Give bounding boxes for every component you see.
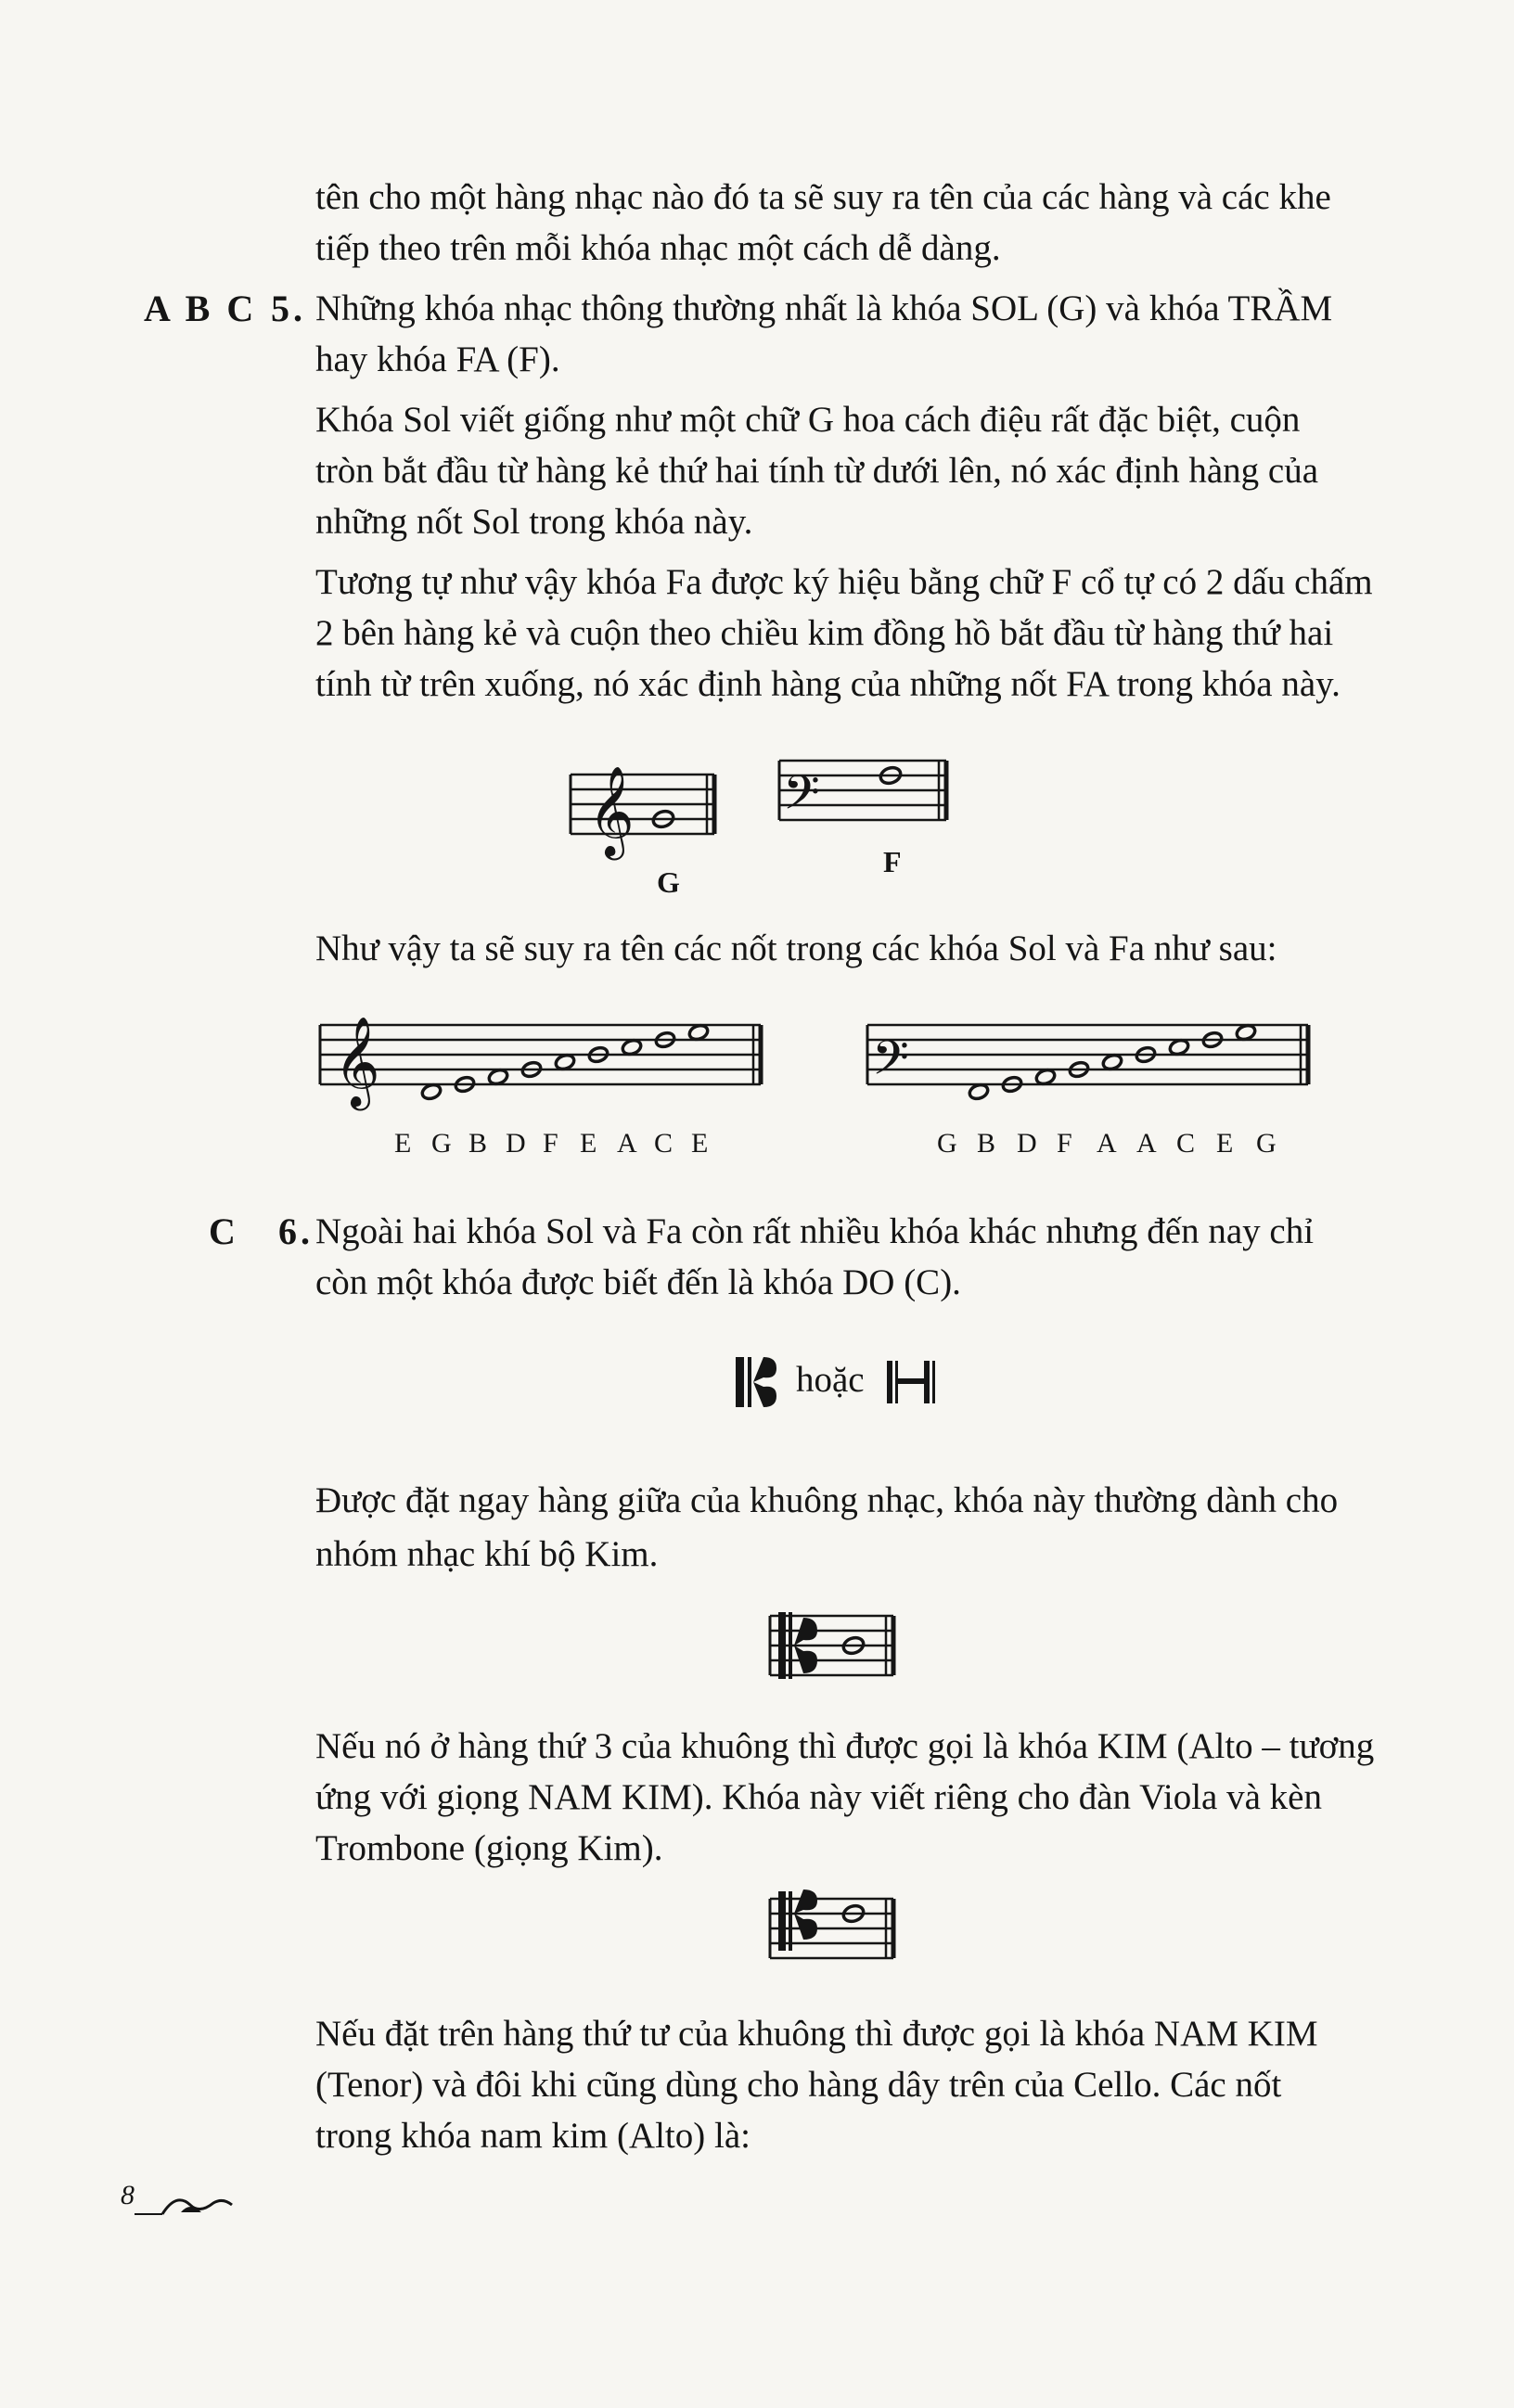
- bass-clef-icon: 𝄢: [872, 1030, 909, 1097]
- paragraph-line: còn một khóa được biết đến là khóa DO (C).: [315, 1262, 961, 1302]
- paragraph-line: những nốt Sol trong khóa này.: [315, 502, 753, 542]
- bass-note-staff: [867, 1023, 1308, 1159]
- treble-clef-icon: 𝄞: [334, 1016, 380, 1107]
- section-marker-c: C: [209, 1210, 239, 1252]
- section-number: 6.: [278, 1210, 314, 1252]
- note-label: D: [506, 1128, 526, 1159]
- note-label: E: [394, 1128, 412, 1159]
- paragraph-line: tên cho một hàng nhạc nào đó ta sẽ suy ra tên của các hàng và các khe: [315, 177, 1331, 217]
- section-number: 5.: [271, 288, 306, 329]
- paragraph-line: 2 bên hàng kẻ và cuộn theo chiều kim đồng hồ bắt đầu từ hàng thứ hai: [315, 613, 1334, 653]
- paragraph-line: Như vậy ta sẽ suy ra tên các nốt trong các khóa Sol và Fa như sau:: [315, 929, 1277, 968]
- clef-g-label: G: [657, 865, 680, 899]
- note-names-figure: [306, 993, 1364, 1159]
- or-text: hoặc: [796, 1360, 865, 1400]
- paragraph-line: Ngoài hai khóa Sol và Fa còn rất nhiều khóa khác nhưng đến nay chỉ: [315, 1211, 1315, 1251]
- note-label: G: [431, 1128, 452, 1159]
- paragraph-line: Khóa Sol viết giống như một chữ G hoa cách điệu rất đặc biệt, cuộn: [315, 400, 1301, 440]
- paragraph-line: nhóm nhạc khí bộ Kim.: [315, 1534, 659, 1574]
- treble-notes: [420, 1023, 710, 1101]
- note-label: E: [580, 1128, 597, 1159]
- treble-note-labels: [394, 1128, 708, 1159]
- clef-f-label: F: [883, 845, 902, 878]
- paragraph-line: Tương tự như vậy khóa Fa được ký hiệu bằng chữ F cổ tự có 2 dấu chấm: [315, 562, 1373, 602]
- treble-clef-icon: 𝄞: [588, 765, 635, 856]
- bass-clef-staff: [779, 761, 946, 878]
- treble-note-staff: [320, 1016, 761, 1159]
- note-label: E: [1216, 1128, 1234, 1159]
- bass-note-labels: [937, 1128, 1277, 1159]
- clef-examples-figure: [557, 742, 1113, 909]
- paragraph-line: Những khóa nhạc thông thường nhất là khóa SOL (G) và khóa TRẦM: [315, 288, 1333, 328]
- paragraph-line: trong khóa nam kim (Alto) là:: [315, 2116, 751, 2156]
- bass-clef-icon: 𝄢: [783, 764, 820, 832]
- tenor-clef-staff: [765, 1888, 905, 1971]
- paragraph-line: ứng với giọng NAM KIM). Khóa này viết riêng cho đàn Viola và kèn: [315, 1777, 1322, 1817]
- paragraph-line: hay khóa FA (F).: [315, 339, 560, 379]
- note-label: A: [617, 1128, 637, 1159]
- note-label: F: [1057, 1128, 1072, 1159]
- note-label: C: [654, 1128, 674, 1159]
- page-number: 8: [121, 2180, 135, 2210]
- paragraph-line: tròn bắt đầu từ hàng kẻ thứ hai tính từ dưới lên, nó xác định hàng của: [315, 451, 1319, 491]
- note-label: G: [937, 1128, 957, 1159]
- alto-clef-staff: [765, 1605, 905, 1688]
- paragraph-line: tính từ trên xuống, nó xác định hàng của những nốt FA trong khóa này.: [315, 664, 1341, 704]
- paragraph-line: (Tenor) và đôi khi cũng dùng cho hàng dây trên của Cello. Các nốt: [315, 2065, 1282, 2105]
- paragraph-line: Nếu nó ở hàng thứ 3 của khuông thì được gọi là khóa KIM (Alto – tương: [315, 1726, 1375, 1766]
- section-marker-abc: A B C: [144, 288, 258, 329]
- c-clef-icon: [728, 1350, 793, 1415]
- note-label: C: [1176, 1128, 1196, 1159]
- note-label: E: [691, 1128, 709, 1159]
- note-label: F: [543, 1128, 558, 1159]
- note-label: D: [1017, 1128, 1037, 1159]
- treble-clef-staff: [571, 765, 714, 899]
- paragraph-line: Được đặt ngay hàng giữa của khuông nhạc, khóa này thường dành cho: [315, 1480, 1339, 1520]
- note-label: B: [468, 1128, 488, 1159]
- note-label: A: [1097, 1128, 1117, 1159]
- paragraph-line: tiếp theo trên mỗi khóa nhạc một cách dễ dàng.: [315, 228, 1001, 268]
- paragraph-line: Nếu đặt trên hàng thứ tư của khuông thì được gọi là khóa NAM KIM: [315, 2014, 1318, 2054]
- note-label: G: [1256, 1128, 1277, 1159]
- ornament-icon: [135, 2184, 237, 2222]
- note-label: B: [977, 1128, 996, 1159]
- paragraph-line: Trombone (giọng Kim).: [315, 1828, 663, 1868]
- note-label: A: [1136, 1128, 1157, 1159]
- bass-notes: [968, 1023, 1257, 1101]
- c-clef-alt-icon: [881, 1350, 946, 1415]
